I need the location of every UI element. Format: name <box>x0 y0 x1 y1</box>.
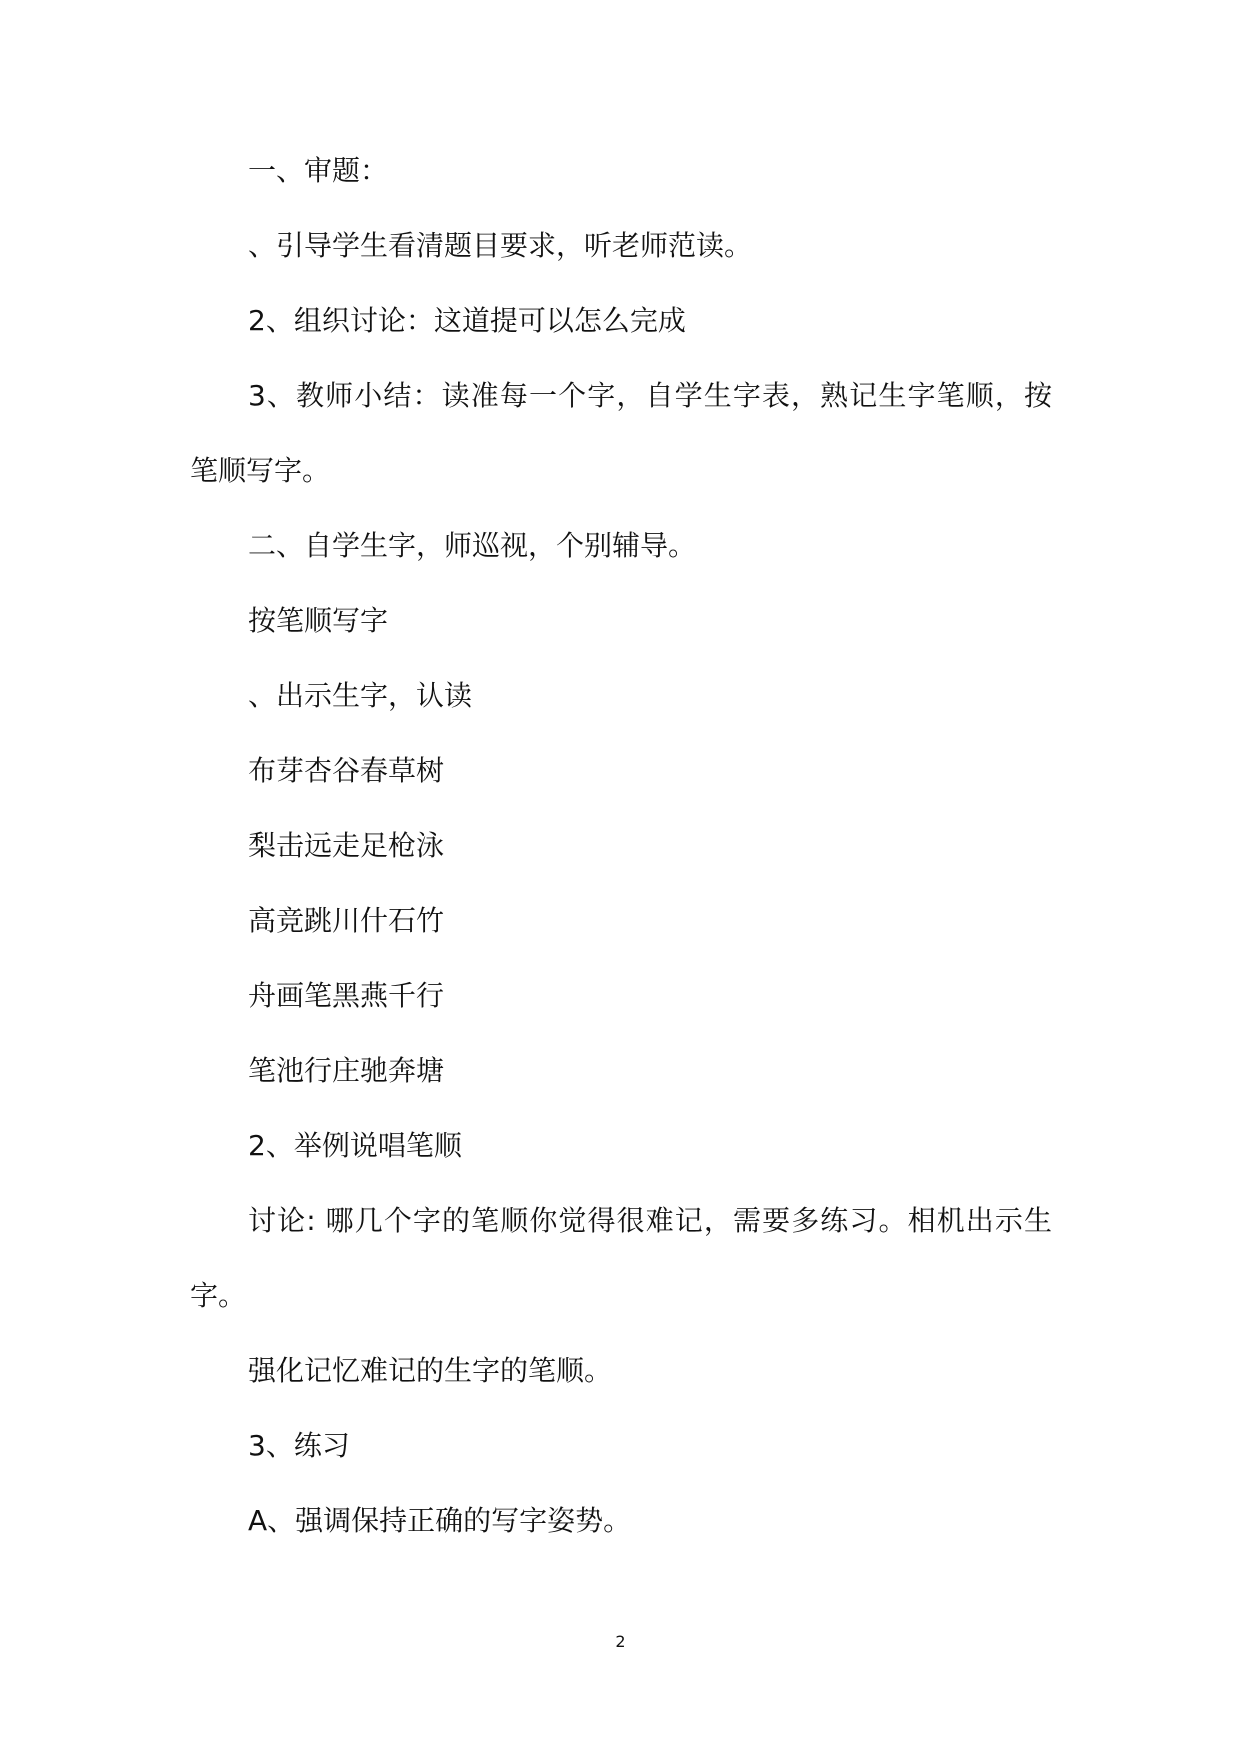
paragraph-continuation: 字。 <box>190 1279 247 1312</box>
paragraph: A、强调保持正确的写字姿势。 <box>248 1504 632 1537</box>
paragraph: 一、审题： <box>248 154 389 187</box>
character-row: 布芽杏谷春草树 <box>248 754 445 787</box>
paragraph: 、引导学生看清题目要求，听老师范读。 <box>248 229 753 262</box>
paragraph: 按笔顺写字 <box>248 604 389 637</box>
character-row: 笔池行庄驰奔塘 <box>248 1054 445 1087</box>
character-row: 梨击远走足枪泳 <box>248 829 445 862</box>
character-row: 舟画笔黑燕千行 <box>248 979 445 1012</box>
paragraph: 2、举例说唱笔顺 <box>248 1129 462 1162</box>
paragraph: 3、练习 <box>248 1429 350 1462</box>
paragraph: 3、教师小结：读准每一个字，自学生字表，熟记生字笔顺，按 <box>248 379 1052 412</box>
paragraph-continuation: 笔顺写字。 <box>190 454 331 487</box>
character-row: 高竞跳川什石竹 <box>248 904 445 937</box>
page-number: 2 <box>615 1632 626 1651</box>
paragraph: 、出示生字，认读 <box>248 679 473 712</box>
paragraph: 二、自学生字，师巡视，个别辅导。 <box>248 529 697 562</box>
paragraph: 强化记忆难记的生字的笔顺。 <box>248 1354 613 1387</box>
paragraph: 2、组织讨论：这道提可以怎么完成 <box>248 304 686 337</box>
paragraph: 讨论: 哪几个字的笔顺你觉得很难记，需要多练习。相机出示生 <box>248 1204 1052 1237</box>
